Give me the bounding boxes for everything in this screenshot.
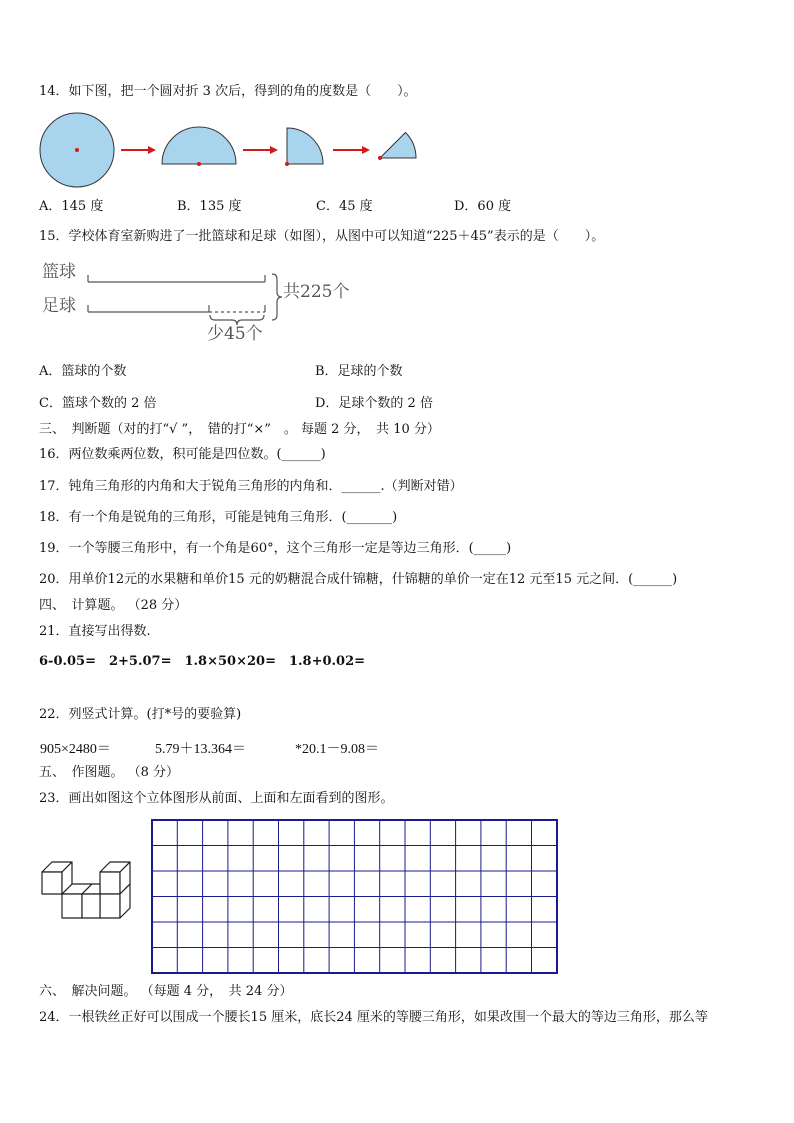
q22: 22．列竖式计算。(打*号的要验算) xyxy=(39,707,242,722)
circle-center-dot xyxy=(75,148,79,152)
q14-option-b: B．135 度 xyxy=(177,199,242,214)
q15-option-d: D．足球个数的 2 倍 xyxy=(315,396,433,411)
q14-option-c: C．45 度 xyxy=(316,199,373,214)
eighth-circle xyxy=(380,133,416,159)
q22-expr-1: 905×2480＝ xyxy=(40,742,111,757)
quarter-circle-dot xyxy=(285,162,289,166)
q15-text: 15．学校体育室新购进了一批篮球和足球（如图），从图中可以知道“225＋45”表示的是（ ）。 xyxy=(39,229,605,244)
basketball-label: 篮球 xyxy=(42,262,76,282)
quarter-circle xyxy=(287,128,323,164)
q17: 17．钝角三角形的内角和大于锐角三角形的内角和．______.（判断对错） xyxy=(39,479,463,494)
q18: 18．有一个角是锐角的三角形，可能是钝角三角形．(_______) xyxy=(39,510,398,525)
q15-segment-diagram xyxy=(84,262,284,328)
drawing-grid xyxy=(150,818,560,976)
q15-option-a: A．篮球的个数 xyxy=(39,364,127,379)
q16: 16．两位数乘两位数，积可能是四位数。(______) xyxy=(39,447,326,462)
q15-option-c: C．篮球个数的 2 倍 xyxy=(39,396,157,411)
football-label: 足球 xyxy=(42,296,76,316)
less-label: 少45个 xyxy=(207,324,263,344)
q19: 19．一个等腰三角形中，有一个角是60°，这个三角形一定是等边三角形．(_____) xyxy=(39,541,512,556)
q21-expressions: 6-0.05= 2+5.07= 1.8×50×20= 1.8+0.02= xyxy=(39,654,366,669)
q14-circle-folding-figure xyxy=(38,112,428,190)
q15-option-b: B．足球的个数 xyxy=(315,364,403,379)
half-circle xyxy=(162,127,236,164)
q22-expr-3: *20.1－9.08＝ xyxy=(295,742,379,757)
half-circle-dot xyxy=(197,162,201,166)
section4-title: 四、 计算题。 （28 分） xyxy=(39,598,188,613)
q23: 23．画出如图这个立体图形从前面、上面和左面看到的图形。 xyxy=(39,791,394,806)
q14-option-a: A．145 度 xyxy=(39,199,104,214)
section6-title: 六、 解决问题。 （每题 4 分， 共 24 分） xyxy=(39,984,293,999)
q20: 20．用单价12元的水果糖和单价15 元的奶糖混合成什锦糖，什锦糖的单价一定在12 元至15 元之间．(______) xyxy=(39,572,678,587)
q24: 24．一根铁丝正好可以围成一个腰长15 厘米，底长24 厘米的等腰三角形，如果改围一个最大的等边三角形，那么等 xyxy=(39,1010,708,1025)
section3-title: 三、 判断题（对的打“√ ”， 错的打“×” 。 每题 2 分， 共 10 分） xyxy=(39,422,440,437)
cube-stack-figure xyxy=(40,860,140,942)
q21: 21．直接写出得数. xyxy=(39,624,151,639)
q14-text: 14．如下图，把一个圆对折 3 次后，得到的角的度数是（ ）。 xyxy=(39,84,417,99)
total-label: 共225个 xyxy=(283,282,350,302)
eighth-circle-dot xyxy=(378,156,382,160)
q14-option-d: D．60 度 xyxy=(454,199,512,214)
q22-expr-2: 5.79＋13.364＝ xyxy=(155,742,246,757)
section5-title: 五、 作图题。 （8 分） xyxy=(39,765,180,780)
